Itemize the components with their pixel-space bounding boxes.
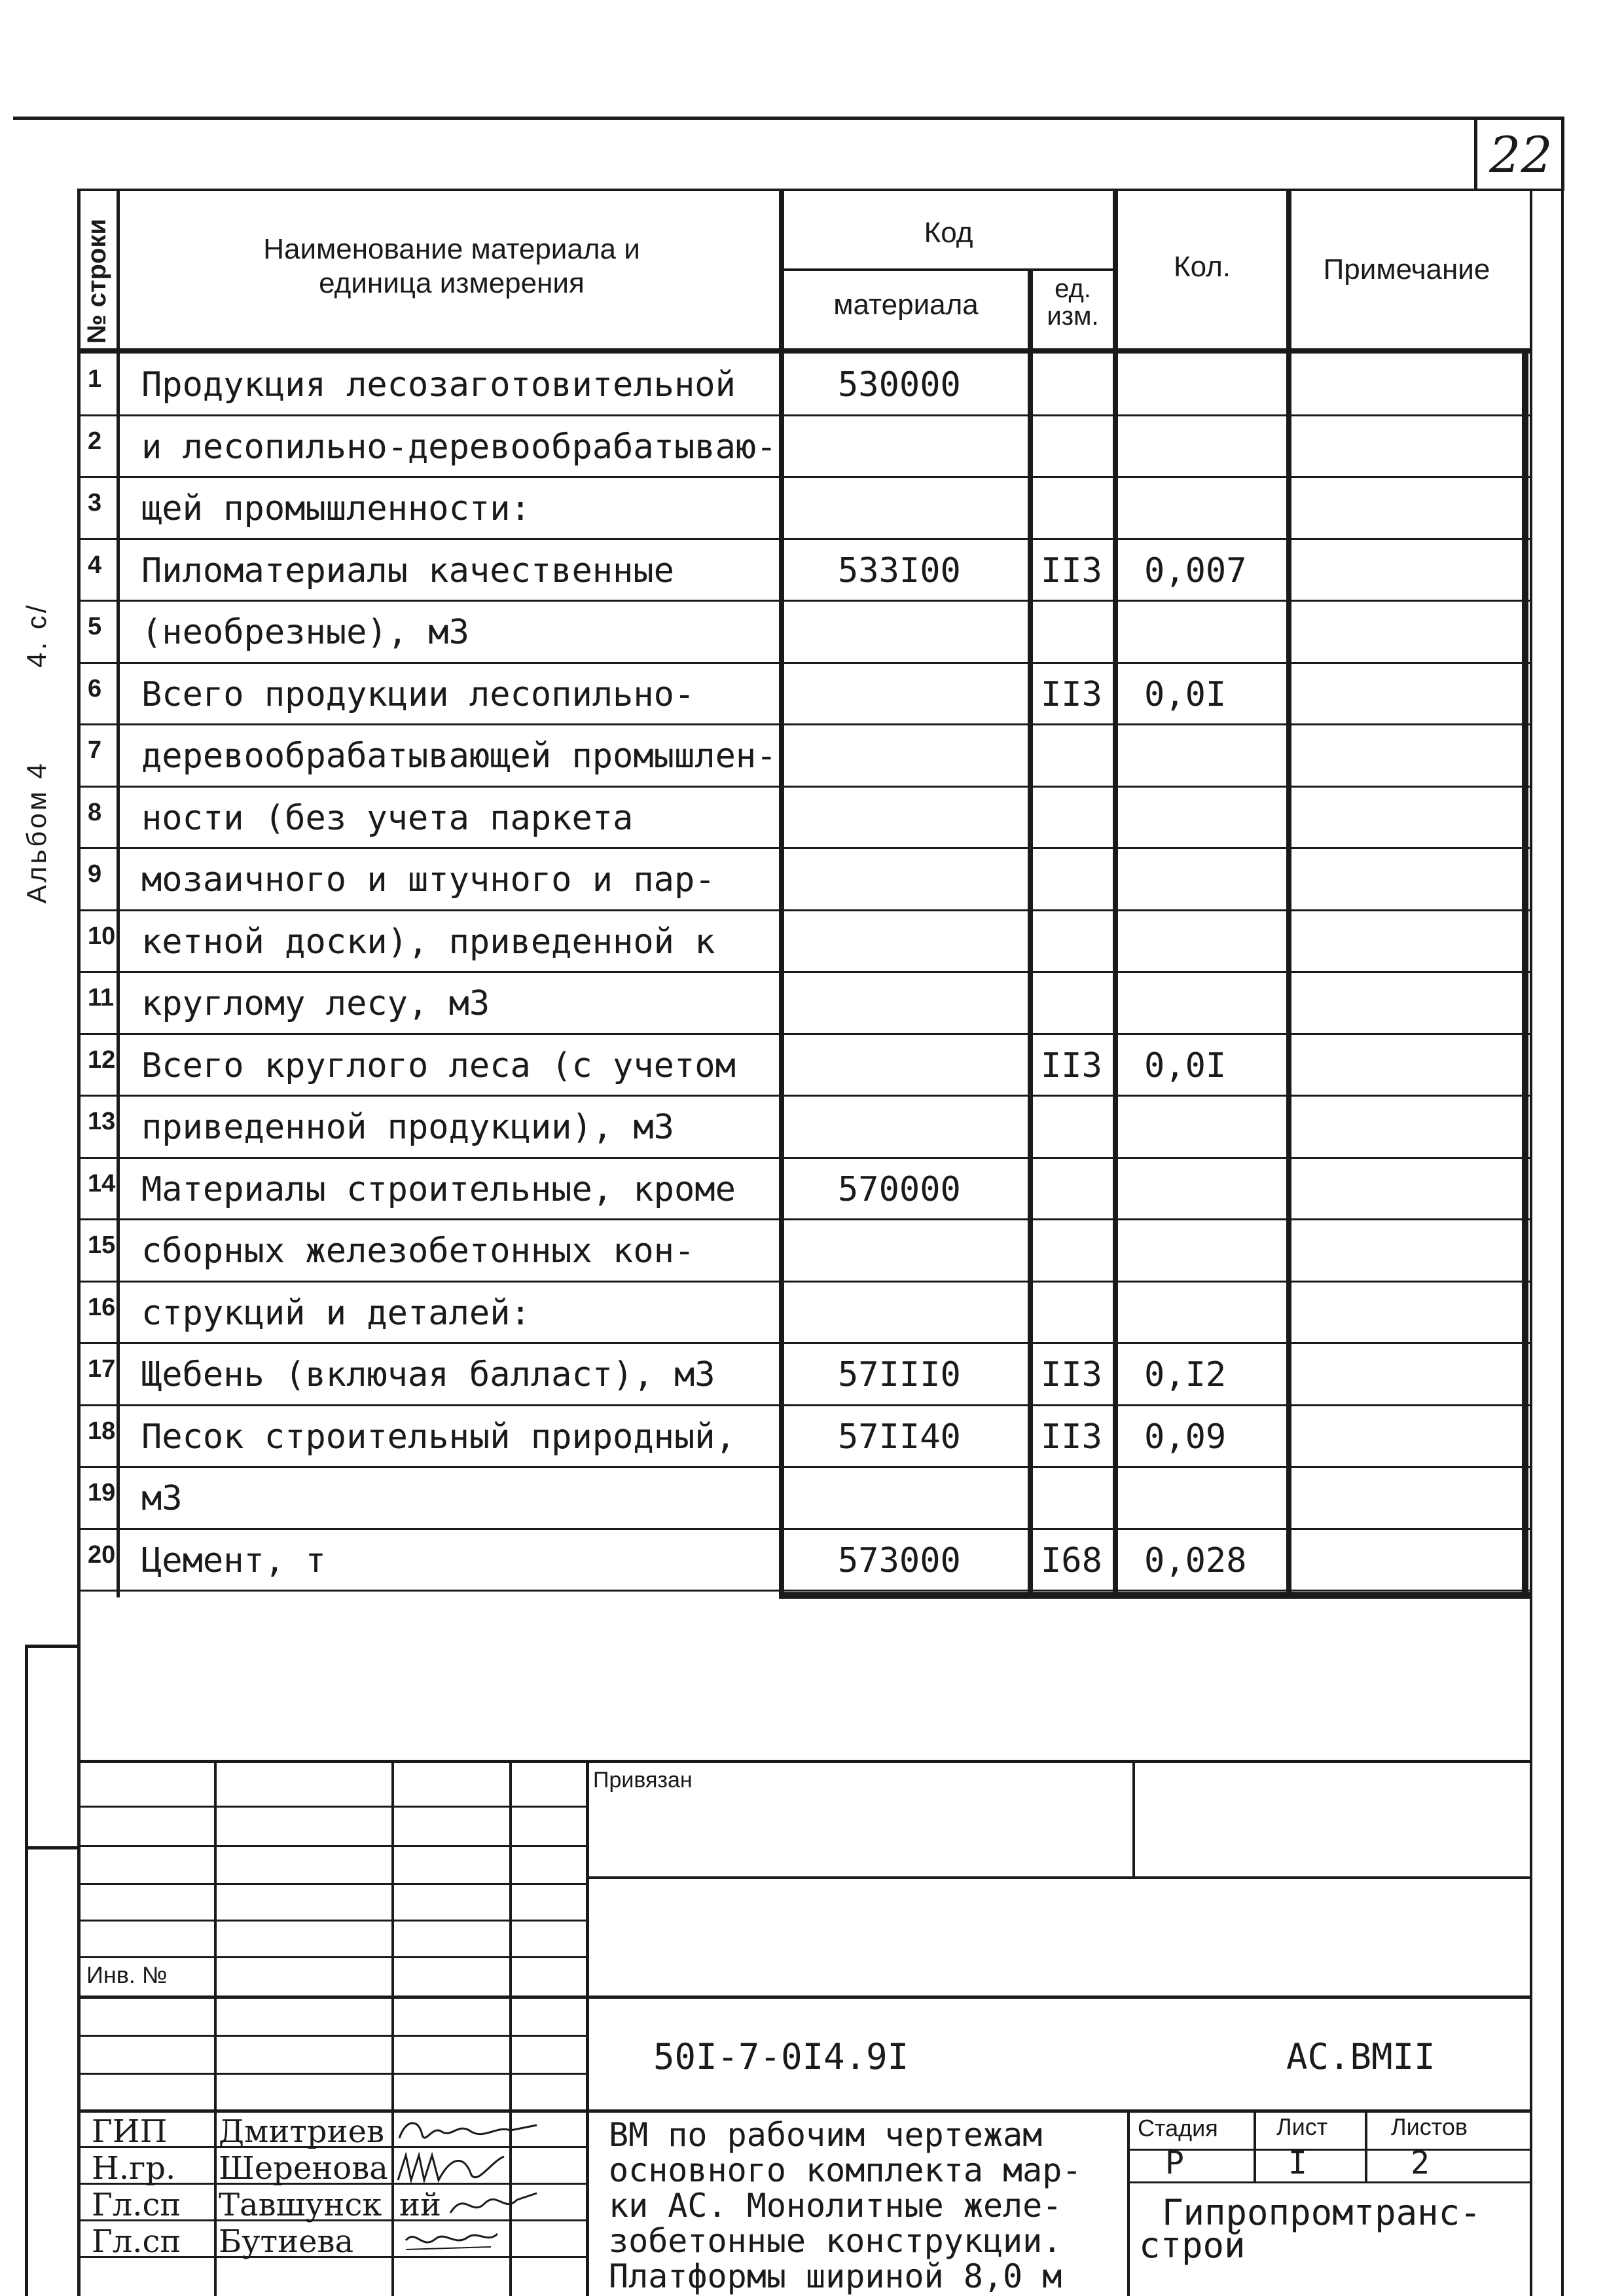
header-code-material: материала bbox=[833, 289, 979, 321]
row-number: 13 bbox=[88, 1108, 116, 1135]
row-number: 12 bbox=[88, 1046, 116, 1074]
row-number: 20 bbox=[88, 1541, 116, 1569]
material-name: щей промышленности: bbox=[141, 489, 531, 528]
row-number: 7 bbox=[88, 737, 102, 764]
sheets-value: 2 bbox=[1411, 2145, 1430, 2181]
material-name: и лесопильно-деревообрабатываю- bbox=[141, 428, 777, 467]
header-row-number: № строки bbox=[82, 218, 111, 344]
row-number: 8 bbox=[88, 799, 102, 826]
material-name: Пиломатериалы качественные bbox=[141, 551, 674, 591]
unit-code: II3 bbox=[1041, 1355, 1102, 1394]
frame-right-outer bbox=[1561, 189, 1564, 2296]
quantity: 0,007 bbox=[1144, 551, 1247, 591]
material-code: 530000 bbox=[838, 365, 961, 405]
quantity: 0,0I bbox=[1144, 675, 1227, 714]
row-number: 19 bbox=[88, 1479, 116, 1506]
material-code: 533I00 bbox=[838, 551, 961, 591]
material-code: 570000 bbox=[838, 1170, 961, 1209]
signatory-role: Гл.сп bbox=[92, 2187, 181, 2223]
material-name: Материалы строительные, кроме bbox=[141, 1170, 736, 1209]
sheet-label: Лист bbox=[1276, 2113, 1328, 2140]
signature-butieva bbox=[399, 2221, 504, 2257]
title-line: зобетонные конструкции. bbox=[609, 2222, 1062, 2260]
quantity: 0,028 bbox=[1144, 1541, 1247, 1580]
header-code-unit: ед. изм. bbox=[1047, 274, 1099, 331]
row-number: 17 bbox=[88, 1355, 116, 1383]
page-number-box-bottom bbox=[79, 189, 1564, 191]
doc-code: 50I-7-0I4.9I bbox=[653, 2036, 909, 2077]
row-number: 15 bbox=[88, 1231, 116, 1259]
quantity: 0,09 bbox=[1144, 1417, 1227, 1457]
material-name: Всего продукции лесопильно- bbox=[141, 675, 695, 714]
material-name: струкций и деталей: bbox=[141, 1294, 531, 1333]
material-name: (необрезные), м3 bbox=[141, 613, 469, 652]
header-qty: Кол. bbox=[1173, 251, 1231, 283]
row-number: 4 bbox=[88, 551, 102, 579]
signature-tavshunskiy bbox=[445, 2184, 543, 2221]
row-number: 5 bbox=[88, 613, 102, 640]
material-name: Цемент, т bbox=[141, 1541, 326, 1580]
org-name-line2: строй bbox=[1139, 2225, 1246, 2266]
stage-value: Р bbox=[1165, 2145, 1184, 2181]
quantity: 0,0I bbox=[1144, 1046, 1227, 1085]
doc-mark: АС.ВМII bbox=[1286, 2036, 1435, 2077]
material-name: Щебень (включая балласт), м3 bbox=[141, 1355, 715, 1394]
org-name-line1: Гипропромтранс- bbox=[1162, 2192, 1481, 2233]
row-number: 9 bbox=[88, 860, 102, 888]
privyazan-label: Привязан bbox=[593, 1768, 693, 1793]
inv-no-label: Инв. № bbox=[86, 1961, 168, 1988]
row-number: 6 bbox=[88, 675, 102, 702]
row-number: 1 bbox=[88, 365, 102, 393]
side-album-label: Альбом 4 bbox=[21, 761, 52, 903]
unit-code: II3 bbox=[1041, 551, 1102, 591]
top-rule bbox=[13, 117, 1564, 120]
header-note: Примечание bbox=[1323, 253, 1490, 285]
frame-left bbox=[77, 189, 81, 2296]
material-name: Продукция лесозаготовительной bbox=[141, 365, 736, 405]
signature-dmitriev bbox=[393, 2112, 543, 2149]
material-code: 57II40 bbox=[838, 1417, 961, 1457]
signatory-name: Дмитриев bbox=[219, 2113, 385, 2150]
title-line: ки АС. Монолитные желе- bbox=[609, 2187, 1062, 2225]
signatory-role: Гл.сп bbox=[92, 2223, 181, 2260]
row-number: 18 bbox=[88, 1417, 116, 1445]
material-name: м3 bbox=[141, 1479, 183, 1518]
quantity: 0,I2 bbox=[1144, 1355, 1227, 1394]
title-line: Платформы шириной 8,0 м bbox=[609, 2257, 1062, 2295]
row-number: 10 bbox=[88, 922, 116, 950]
title-line: ВМ по рабочим чертежам bbox=[609, 2116, 1043, 2154]
material-code: 573000 bbox=[838, 1541, 961, 1580]
table-bottom bbox=[779, 1592, 1532, 1599]
material-name: ности (без учета паркета bbox=[141, 799, 634, 838]
stage-label: Стадия bbox=[1138, 2115, 1218, 2141]
header-code: Код bbox=[924, 217, 973, 249]
unit-code: I68 bbox=[1041, 1541, 1102, 1580]
row-number: 14 bbox=[88, 1170, 116, 1197]
sheet-value: I bbox=[1288, 2145, 1307, 2181]
frame-right bbox=[1530, 189, 1532, 2296]
material-name: деревообрабатывающей промышлен- bbox=[141, 737, 777, 776]
side-mark: 4. с/ bbox=[21, 602, 52, 668]
signatory-role: ГИП bbox=[92, 2113, 168, 2150]
page-number-box-right bbox=[1561, 117, 1564, 190]
row-number: 11 bbox=[88, 984, 115, 1011]
drawing-title bbox=[609, 2116, 1119, 2296]
unit-code: II3 bbox=[1041, 675, 1102, 714]
title-line: основного комплекта мар- bbox=[609, 2151, 1082, 2189]
material-name: круглому лесу, м3 bbox=[141, 984, 490, 1023]
header-name: Наименование материала и единица измерения bbox=[263, 233, 640, 299]
signatory-name-extra: ий bbox=[399, 2187, 441, 2223]
signatory-name: Бутиева bbox=[219, 2223, 354, 2260]
row-number: 3 bbox=[88, 489, 102, 517]
unit-code: II3 bbox=[1041, 1046, 1102, 1085]
material-name: приведенной продукции), м3 bbox=[141, 1108, 674, 1147]
row-number: 16 bbox=[88, 1294, 116, 1321]
material-name: Песок строительный природный, bbox=[141, 1417, 736, 1457]
page-number-box-left bbox=[1474, 117, 1477, 190]
page-number: 22 bbox=[1489, 126, 1553, 184]
material-name: Всего круглого леса (с учетом bbox=[141, 1046, 736, 1085]
signatory-name: Тавшунск bbox=[219, 2187, 382, 2223]
signature-sherenova bbox=[393, 2149, 517, 2185]
unit-code: II3 bbox=[1041, 1417, 1102, 1457]
sheets-label: Листов bbox=[1391, 2113, 1468, 2140]
material-name: сборных железобетонных кон- bbox=[141, 1231, 695, 1271]
material-code: 57III0 bbox=[838, 1355, 961, 1394]
signatory-role: Н.гр. bbox=[92, 2150, 176, 2187]
signatory-name: Шеренова bbox=[219, 2150, 388, 2187]
material-name: мозаичного и штучного и пар- bbox=[141, 860, 715, 900]
row-number: 2 bbox=[88, 428, 102, 455]
material-name: кетной доски), приведенной к bbox=[141, 922, 715, 962]
